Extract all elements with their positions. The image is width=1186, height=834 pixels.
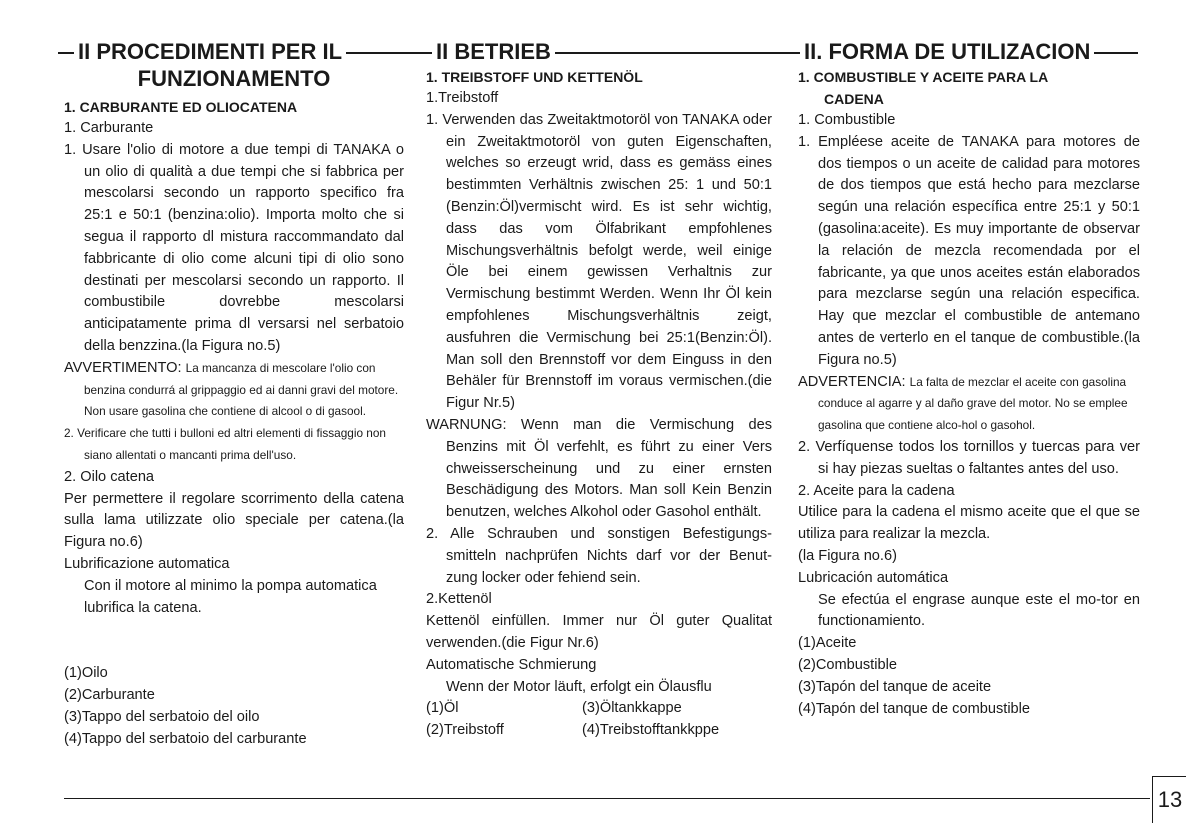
italian-sub-catena: 2. Oilo catena [64, 468, 155, 485]
italian-item-1: 1. Usare l'olio di motore a due tempi di TANAKA o un olio di qualità a due tempi che si fabbrica per mescolarsi secondo un rapporto specifico fra 25:1 e 50:1 (benzina:olio). Importa molto che si segua il rapporto dl mistura raccommandato dal fabbricante di olio come alcuni tipi di olio sono destinati per mescolarsi secondo un rapporto. Il combustibile dovrebbe mescolarsi anticipatamente prima dl versarsi nel serbatoio della benzzina.(la Figura no.5) [64, 141, 404, 354]
italian-section-1: 1. CARBURANTE ED OLIOCATENA [64, 99, 298, 115]
german-legend-row-1 [426, 698, 772, 720]
german-lubrication-title: Automatische Schmierung [426, 656, 597, 673]
german-sub-kettenoel: 2.Kettenöl [426, 591, 492, 608]
spanish-lubrication-text: Se efectúa el engrase aunque este el mo-tor en functionamiento. [818, 591, 1140, 630]
italian-legend-3: (3)Tappo del serbatoio del oilo [64, 708, 260, 725]
italian-title-line2: FUNZIONAMENTO [137, 66, 331, 91]
spanish-column [798, 38, 1140, 720]
spanish-legend-1: (1)Aceite [798, 635, 857, 652]
german-sub-treibstoff: 1.Treibstoff [426, 90, 499, 106]
italian-sub-carburante: 1. Carburante [64, 120, 154, 136]
italian-title-row [64, 38, 404, 66]
spanish-title-row [798, 38, 1140, 66]
german-column [426, 38, 772, 742]
italian-item-2: 2. Verificare che tutti i bulloni ed altri elementi di fissaggio non siano allentati o mancanti prima dell'uso. [64, 426, 386, 462]
german-lubrication-text: Wenn der Motor läuft, erfolgt ein Ölausflu [446, 678, 712, 695]
footer-rule [64, 798, 1150, 799]
spanish-legend-4: (4)Tapón del tanque de combustible [798, 700, 1031, 717]
italian-legend-2: (2)Carburante [64, 687, 155, 704]
german-legend-3: (3)Öltankkappe [582, 700, 682, 717]
spanish-warning [798, 372, 1140, 437]
spanish-warning-label: ADVERTENCIA: [798, 373, 906, 390]
spanish-warning-text: La falta de mezclar el aceite con gasolina conduce al agarre y al daño grave del motor. No se emplee gasolina que contiene alco-hol o gasohol. [818, 374, 1128, 433]
italian-column [64, 38, 404, 751]
spanish-title: II. FORMA DE UTILIZACION [800, 38, 1094, 66]
page-number: 13 [1152, 776, 1186, 823]
german-para-kette: Kettenöl einfüllen. Immer nur Öl guter Qualitat verwenden.(die Figur Nr.6) [426, 613, 772, 651]
german-legend-row-2 [426, 720, 772, 742]
spanish-sub-cadena: 2. Aceite para la cadena [798, 482, 955, 499]
german-warning: WARNUNG: Wenn man die Vermischung des Benzins mit Öl verfehlt, es führt zu einer Vers chweisserscheinung und zu einer ernsten Beschädigung des Motors. Man soll Kein Benzin benutzen, welches Alkohol oder Gasohol enthält. [426, 416, 772, 521]
title-rule [364, 52, 794, 54]
spanish-legend-2: (2)Combustible [798, 656, 897, 673]
italian-warning-text: La mancanza di mescolare l'olio con benzina condurrá al grippaggio ed ai danni gravi del motore. Non usare gasolina che contiene di alcool o di gasool. [84, 360, 399, 419]
german-section-1: 1. TREIBSTOFF UND KETTENÖL [426, 69, 643, 85]
spanish-item-1: 1. Empléese aceite de TANAKA para motores de dos tiempos o un aceite de calidad para motores de dos tiempos que está hecho para mezclarse según una relación específica entre 25:1 y 50:1 (gasolina:aceite). Es muy importante de observar la relación de mezcla recomendada por el fabricante, ya que unos aceites están elaborados para mezclarse según una relación especifica. Hay que mezclar el combustible de antemano antes de verterlo en el tanque de combustible.(la Figura no.5) [798, 133, 1140, 368]
italian-warning [64, 358, 404, 423]
german-legend-2: (2)Treibstoff [426, 722, 504, 739]
german-item-1: 1. Verwenden das Zweitaktmotoröl von TANAKA oder ein Zweitaktmotoröl von guten Eigenschaften, welches so erzeugt wrid, dass es gemäss eines bestimmten Verhältnis zwischen 25: 1 und 50:1 (Benzin:Öl)vermischt wird. Es ist sehr wichtig, dass das vom Ölfabrikant empfohlenes Mischungsverhältnis befolgt werde, weil einige Öle bei einem gewissen Verhaltnis zur Vermischung bestimmt Werden. Wenn Ihr Öl kein empfohlenes Mischungsverhältnis zeigt, ausfuhren die Vermischung bei 25:1(Benzin:Öl). Man soll den Brennstoff vor dem Einguss in den Behäler für Brennstoff im voraus vermischen.(die Figur Nr.5) [426, 111, 772, 412]
italian-para-catena: Per permettere il regolare scorrimento della catena sulla lama utilizzate olio speciale per catena.(la Figura no.6) [64, 490, 404, 551]
german-item-2: 2. Alle Schrauben und sonstigen Befestigungs-smitteln nachprüfen Nichts darf vor der Benut-zung locker oder fehiend sein. [426, 525, 772, 586]
italian-title: II PROCEDIMENTI PER IL [74, 38, 346, 66]
italian-warning-label: AVVERTIMENTO: [64, 359, 182, 376]
spanish-section-1-line2: CADENA [824, 91, 884, 107]
spanish-section-1: 1. COMBUSTIBLE Y ACEITE PARA LA [798, 69, 1049, 85]
spanish-item-2: 2. Verfíquense todos los tornillos y tuercas para ver si hay piezas sueltas o faltantes antes del uso. [798, 438, 1140, 477]
italian-lubrication-title: Lubrificazione automatica [64, 555, 230, 572]
spanish-sub-combustible: 1. Combustible [798, 112, 896, 128]
spanish-figure-ref: (la Figura no.6) [798, 547, 897, 564]
spanish-para-cadena: Utilice para la cadena el mismo aceite que el que se utiliza para realizar la mezcla. [798, 504, 1140, 543]
german-legend-1: (1)Öl [426, 700, 459, 717]
german-title-row [426, 38, 772, 66]
spanish-lubrication-title: Lubricación automática [798, 569, 949, 586]
german-title: II BETRIEB [432, 38, 555, 66]
italian-lubrication-text: Con il motore al minimo la pompa automatica lubrifica la catena. [84, 577, 377, 616]
german-legend-4: (4)Treibstofftankkppe [582, 722, 720, 739]
italian-legend-4: (4)Tappo del serbatoio del carburante [64, 730, 307, 747]
italian-legend-1: (1)Oilo [64, 665, 108, 682]
spanish-legend-3: (3)Tapón del tanque de aceite [798, 678, 992, 695]
